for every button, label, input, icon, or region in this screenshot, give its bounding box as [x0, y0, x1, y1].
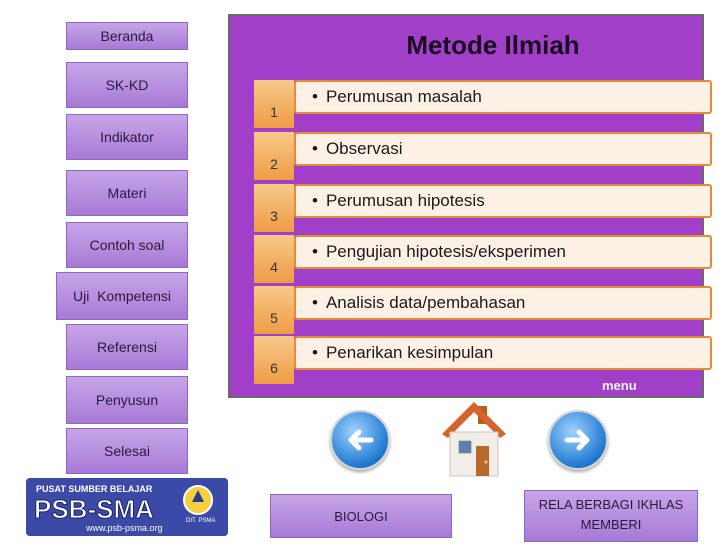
- sidebar-item-indikator[interactable]: Indikator: [66, 114, 188, 160]
- bullet-icon: •: [312, 293, 318, 312]
- step-text: Perumusan masalah: [325, 87, 482, 106]
- list-item: [254, 235, 694, 275]
- list-item: [254, 132, 694, 172]
- svg-text:PSB-SMA: PSB-SMA: [34, 494, 154, 524]
- psb-sma-logo: [26, 478, 228, 536]
- sidebar-item-referensi[interactable]: Referensi: [66, 324, 188, 370]
- back-button[interactable]: [330, 410, 390, 470]
- sidebar-item-selesai[interactable]: Selesai: [66, 428, 188, 474]
- step-text: Analisis data/pembahasan: [325, 293, 526, 312]
- motto-button[interactable]: RELA BERBAGI IKHLAS MEMBERI: [524, 490, 698, 542]
- step-text: Perumusan hipotesis: [325, 191, 485, 210]
- bullet-icon: •: [312, 87, 318, 106]
- sidebar-item-sk-kd[interactable]: SK-KD: [66, 62, 188, 108]
- content-panel: [228, 14, 704, 398]
- step-text: Pengujian hipotesis/eksperimen: [325, 242, 566, 261]
- sidebar-item-uji-kompetensi[interactable]: Uji Kompetensi: [56, 272, 188, 320]
- step-number: 5: [254, 286, 294, 334]
- home-icon: [438, 398, 510, 480]
- step-number: 1: [254, 80, 294, 128]
- list-item: [254, 286, 694, 326]
- page-title: Metode Ilmiah: [406, 30, 580, 60]
- bullet-icon: •: [312, 242, 318, 261]
- svg-text:PUSAT SUMBER BELAJAR: PUSAT SUMBER BELAJAR: [36, 484, 153, 494]
- menu-link[interactable]: menu: [602, 378, 637, 393]
- forward-button[interactable]: [548, 410, 608, 470]
- svg-text:DIT. PSMA: DIT. PSMA: [186, 518, 216, 524]
- sidebar-item-contoh-soal[interactable]: Contoh soal: [66, 222, 188, 268]
- svg-text:www.psb-psma.org: www.psb-psma.org: [86, 523, 163, 533]
- sidebar-item-materi[interactable]: Materi: [66, 170, 188, 216]
- list-item: [254, 336, 694, 376]
- home-button[interactable]: [438, 398, 510, 480]
- step-number: 2: [254, 132, 294, 180]
- bullet-icon: •: [312, 343, 318, 362]
- sidebar-item-beranda[interactable]: Beranda: [66, 22, 188, 50]
- subject-button[interactable]: BIOLOGI: [270, 494, 452, 538]
- bullet-icon: •: [312, 139, 318, 158]
- arrow-right-icon: [561, 423, 595, 457]
- step-number: 4: [254, 235, 294, 283]
- sidebar-item-penyusun[interactable]: Penyusun: [66, 376, 188, 424]
- step-number: 6: [254, 336, 294, 384]
- arrow-left-icon: [343, 423, 377, 457]
- list-item: [254, 80, 694, 120]
- step-number: 3: [254, 184, 294, 232]
- bullet-icon: •: [312, 191, 318, 210]
- step-text: Penarikan kesimpulan: [325, 343, 494, 362]
- step-text: Observasi: [325, 139, 403, 158]
- list-item: [254, 184, 694, 224]
